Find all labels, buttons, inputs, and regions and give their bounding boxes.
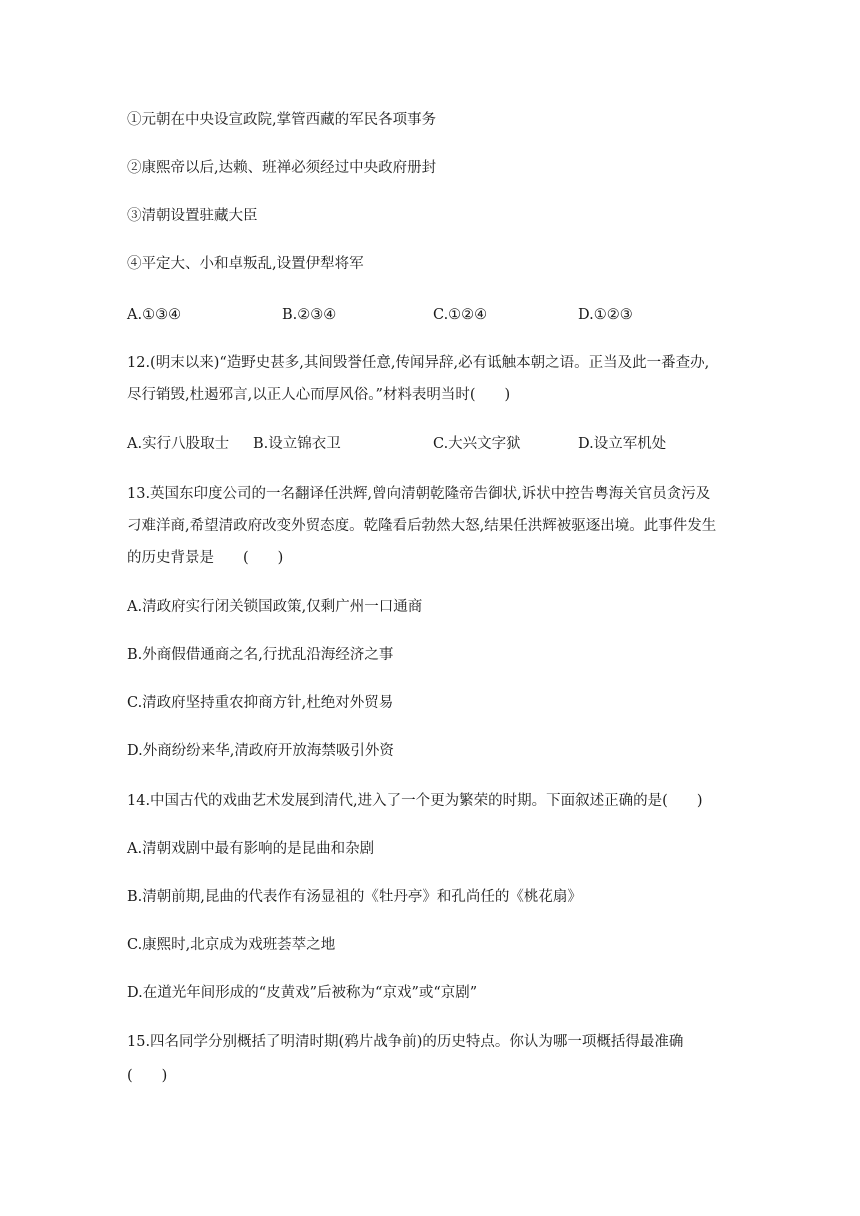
q11-item-2: ②康熙帝以后,达赖、班禅必须经过中央政府册封 [127,160,437,176]
q13-option-b: B.外商假借通商之名,行扰乱沿海经济之事 [127,647,394,663]
q15-stem-line-2: ( ) [127,1068,168,1084]
q13-option-c: C.清政府坚持重农抑商方针,杜绝对外贸易 [127,695,394,711]
q12-options [127,434,767,454]
q13-stem-line-3: 的历史背景是 ( ) [127,550,284,566]
q12-option-a: A.实行八股取士 [127,436,230,452]
q13-stem-line-1: 13.英国东印度公司的一名翻译任洪辉,曾向清朝乾隆帝告御状,诉状中控告粤海关官员贪污及 [127,486,711,502]
q11-option-d: D.①②③ [578,307,633,323]
q11-option-b: B.②③④ [282,307,337,323]
q14-stem-line-1: 14.中国古代的戏曲艺术发展到清代,进入了一个更为繁荣的时期。下面叙述正确的是( ) [127,793,703,809]
q11-option-c: C.①②④ [433,307,488,323]
q13-stem-line-2: 刁难洋商,希望清政府改变外贸态度。乾隆看后勃然大怒,结果任洪辉被驱逐出境。此事件发生 [127,518,717,534]
q11-item-4: ④平定大、小和卓叛乱,设置伊犁将军 [127,256,364,272]
q14-option-c: C.康熙时,北京成为戏班荟萃之地 [127,937,336,953]
q11-options [127,305,767,325]
q11-option-a: A.①③④ [127,307,182,323]
q12-option-d: D.设立军机处 [578,436,667,452]
q14-option-b: B.清朝前期,昆曲的代表作有汤显祖的《牡丹亭》和孔尚任的《桃花扇》 [127,889,582,905]
q13-option-d: D.外商纷纷来华,清政府开放海禁吸引外资 [127,743,394,759]
q12-stem-line-2: 尽行销毁,杜遏邪言,以正人心而厚风俗。”材料表明当时( ) [127,387,511,403]
q11-item-3: ③清朝设置驻藏大臣 [127,208,258,224]
q12-stem-line-1: 12.(明末以来)“造野史甚多,其间毁誉任意,传闻异辞,必有诋触本朝之语。正当及此一番查办, [127,355,710,371]
q13-option-a: A.清政府实行闭关锁国政策,仅剩广州一口通商 [127,599,423,615]
q15-stem-line-1: 15.四名同学分别概括了明清时期(鸦片战争前)的历史特点。你认为哪一项概括得最准确 [127,1034,684,1050]
q12-option-c: C.大兴文字狱 [433,436,521,452]
q12-option-b: B.设立锦衣卫 [253,436,341,452]
q11-item-1: ①元朝在中央设宣政院,掌管西藏的军民各项事务 [127,112,437,128]
q14-option-a: A.清朝戏剧中最有影响的是昆曲和杂剧 [127,841,375,857]
q14-option-d: D.在道光年间形成的“皮黄戏”后被称为“京戏”或“京剧” [127,985,478,1001]
